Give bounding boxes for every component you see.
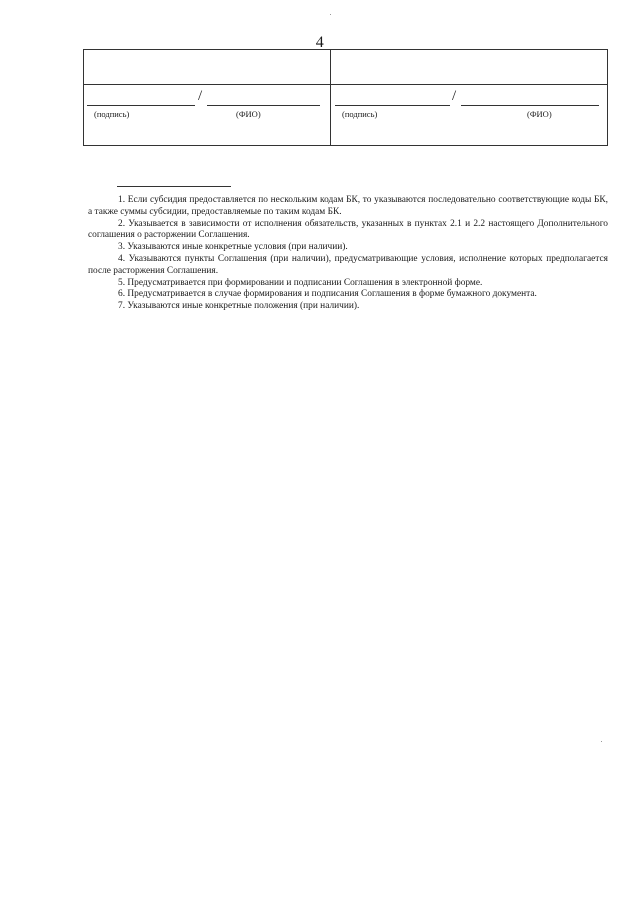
footnotes bbox=[88, 195, 608, 313]
right-signature-line bbox=[335, 105, 450, 106]
footnote-6: 6. Предусматривается в случае формирования и подписания Соглашения в форме бумажного документа. bbox=[118, 289, 537, 300]
left-name-caption: (ФИО) bbox=[236, 109, 261, 119]
footnote-3: 3. Указываются иные конкретные условия (при наличии). bbox=[118, 242, 348, 253]
footnote-2: 2. Указывается в зависимости от исполнения обязательств, указанных в пунктах 2.1 и 2.2 настоящего Дополнительного соглашения о расторжении Соглашения. bbox=[88, 218, 608, 241]
column-divider bbox=[330, 50, 331, 145]
page-number: 4 bbox=[315, 34, 325, 51]
signature-table bbox=[83, 49, 608, 146]
footnote-5: 5. Предусматривается при формировании и подписании Соглашения в электронной форме. bbox=[118, 277, 483, 288]
left-signature-caption: (подпись) bbox=[94, 109, 130, 119]
left-slash: / bbox=[198, 88, 203, 104]
scan-speck bbox=[330, 14, 331, 15]
right-slash: / bbox=[452, 88, 457, 104]
footnote-separator bbox=[117, 186, 231, 187]
footnote-4: 4. Указываются пункты Соглашения (при наличии), предусматривающие условия, исполнение которых предполагается после расторжения Соглашения. bbox=[88, 253, 608, 276]
left-name-line bbox=[207, 105, 320, 106]
footnote-7: 7. Указываются иные конкретные положения (при наличии). bbox=[118, 301, 360, 312]
right-signature-caption: (подпись) bbox=[342, 109, 378, 119]
right-name-caption: (ФИО) bbox=[527, 109, 552, 119]
left-signature-line bbox=[87, 105, 195, 106]
right-name-line bbox=[461, 105, 599, 106]
footnote-1: 1. Если субсидия предоставляется по нескольким кодам БК, то указываются последовательно соответствующие коды БК, а также суммы субсидии, предоставляемые по таким кодам БК. bbox=[88, 195, 608, 217]
scan-speck bbox=[601, 741, 602, 742]
row-divider bbox=[84, 84, 607, 85]
